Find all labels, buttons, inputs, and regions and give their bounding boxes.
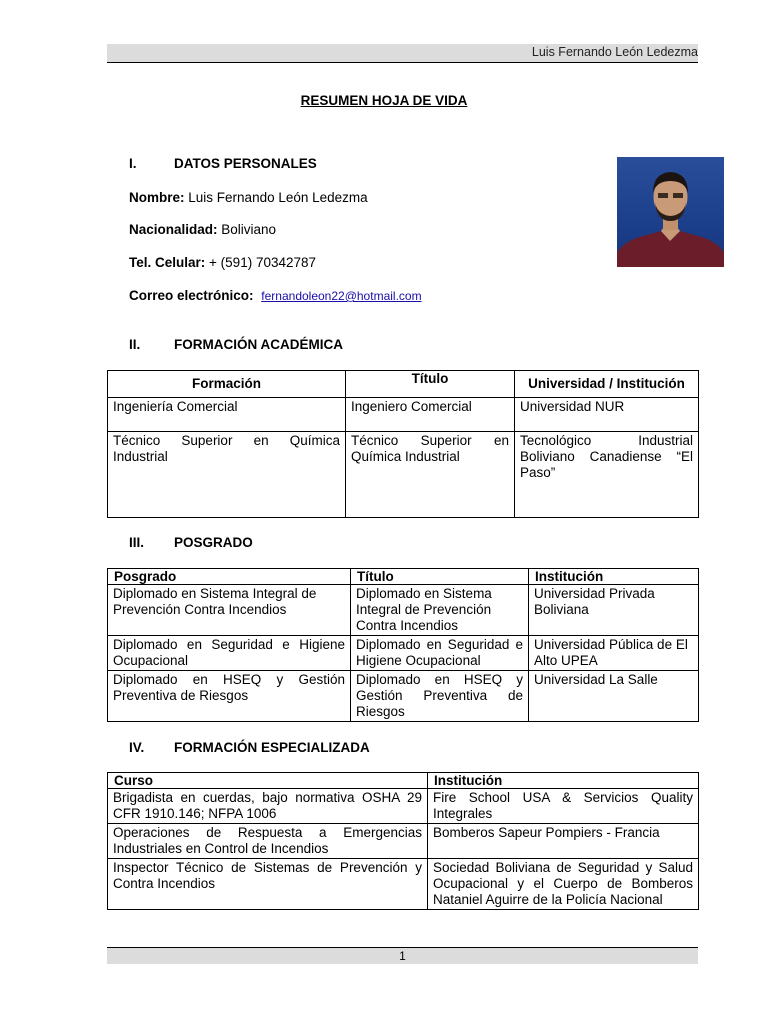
field-nombre	[129, 190, 368, 205]
section-number: IV.	[129, 740, 145, 755]
column-header: Institución	[529, 569, 699, 585]
field-value: Boliviano	[221, 222, 277, 237]
page-number: 1	[399, 949, 406, 963]
section-number: I.	[129, 156, 137, 171]
table-row	[108, 671, 699, 722]
field-celular	[129, 255, 316, 270]
table-header-row	[108, 371, 699, 398]
table-row	[108, 789, 699, 824]
table-cell: Universidad La Salle	[529, 671, 699, 722]
header-author-name: Luis Fernando León Ledezma	[531, 45, 698, 59]
column-header: Posgrado	[108, 569, 351, 585]
table-cell: Ingeniero Comercial	[346, 398, 515, 432]
field-correo	[129, 288, 422, 303]
academic-table	[107, 370, 699, 518]
table-header-row	[108, 569, 699, 585]
column-header: Curso	[108, 773, 428, 789]
section-title: DATOS PERSONALES	[174, 156, 317, 171]
table-cell: Diplomado en Seguridad e Higiene Ocupacional	[108, 636, 351, 671]
field-label: Nacionalidad:	[129, 222, 218, 237]
section-number: II.	[129, 337, 141, 352]
column-header: Título	[351, 569, 529, 585]
table-row	[108, 432, 699, 518]
document-title: RESUMEN HOJA DE VIDA	[300, 93, 468, 108]
page-footer	[107, 947, 698, 964]
table-cell: Diplomado en HSEQ y Gestión Preventiva de Riesgos	[108, 671, 351, 722]
section-heading-posgrado	[129, 535, 253, 550]
table-cell: Sociedad Boliviana de Seguridad y Salud Ocupacional y el Cuerpo de Bomberos Nataniel Aguirre de la Policía Nacional	[428, 859, 699, 910]
field-value: Luis Fernando León Ledezma	[188, 190, 368, 205]
table-row	[108, 859, 699, 910]
especializada-table	[107, 772, 699, 910]
table-cell: Técnico Superior en Química Industrial	[108, 432, 346, 518]
field-value: + (591) 70342787	[209, 255, 317, 270]
column-header: Universidad / Institución	[515, 371, 699, 398]
field-label: Tel. Celular:	[129, 255, 206, 270]
section-heading-especializada	[129, 740, 370, 755]
posgrado-table	[107, 568, 699, 722]
email-link[interactable]: fernandoleon22@hotmail.com	[261, 289, 422, 303]
column-header: Institución	[428, 773, 699, 789]
field-label: Nombre:	[129, 190, 185, 205]
table-cell: Tecnológico Industrial Boliviano Canadiense “El Paso”	[515, 432, 699, 518]
table-cell: Fire School USA & Servicios Quality Integrales	[428, 789, 699, 824]
section-heading-academica	[129, 337, 343, 352]
table-cell: Técnico Superior en Química Industrial	[346, 432, 515, 518]
table-cell: Diplomado en HSEQ y Gestión Preventiva de Riesgos	[351, 671, 529, 722]
person-photo-icon	[617, 157, 724, 267]
table-cell: Diplomado en Seguridad e Higiene Ocupacional	[351, 636, 529, 671]
column-header: Título	[346, 371, 515, 398]
table-header-row	[108, 773, 699, 789]
table-row	[108, 824, 699, 859]
section-number: III.	[129, 535, 145, 550]
table-cell: Diplomado en Sistema Integral de Prevención Contra Incendios	[351, 585, 529, 636]
table-cell: Universidad NUR	[515, 398, 699, 432]
table-cell: Inspector Técnico de Sistemas de Prevención y Contra Incendios	[108, 859, 428, 910]
column-header: Formación	[108, 371, 346, 398]
profile-photo	[617, 157, 724, 267]
field-nacionalidad	[129, 222, 276, 237]
section-title: FORMACIÓN ACADÉMICA	[174, 337, 343, 352]
table-cell: Ingeniería Comercial	[108, 398, 346, 432]
table-cell: Bomberos Sapeur Pompiers - Francia	[428, 824, 699, 859]
section-title: POSGRADO	[174, 535, 253, 550]
table-row	[108, 636, 699, 671]
table-cell: Brigadista en cuerdas, bajo normativa OSHA 29 CFR 1910.146; NFPA 1006	[108, 789, 428, 824]
field-label: Correo electrónico:	[129, 288, 254, 303]
page-header	[107, 44, 698, 63]
table-row	[108, 398, 699, 432]
section-heading-personal	[129, 156, 317, 171]
table-cell: Diplomado en Sistema Integral de Prevención Contra Incendios	[108, 585, 351, 636]
table-row	[108, 585, 699, 636]
table-cell: Universidad Pública de El Alto UPEA	[529, 636, 699, 671]
section-title: FORMACIÓN ESPECIALIZADA	[174, 740, 370, 755]
table-cell: Universidad Privada Boliviana	[529, 585, 699, 636]
table-cell: Operaciones de Respuesta a Emergencias Industriales en Control de Incendios	[108, 824, 428, 859]
